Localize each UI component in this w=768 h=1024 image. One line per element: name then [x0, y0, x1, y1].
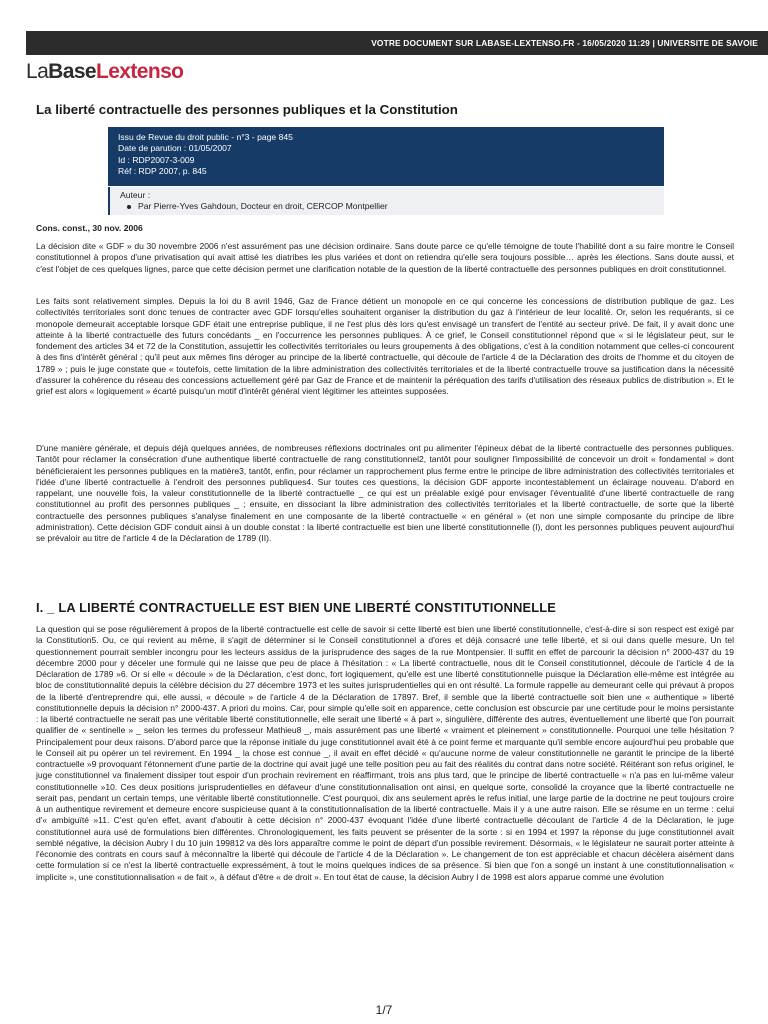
banner-text: VOTRE DOCUMENT SUR LABASE-LEXTENSO.FR - 16/05/2020 11:29 | UNIVERSITE DE SAVOIE	[371, 38, 758, 48]
article-title: La liberté contractuelle des personnes publiques et la Constitution	[36, 102, 458, 117]
paragraph-1: La décision dite « GDF » du 30 novembre 2006 n'est assurément pas une décision ordinaire. Sans doute parce ce qu'elle témoigne de toute l'habilité dont a su faire montre le Conseil constitutionnel à propos d'une privatisation qui avait attisé les diatribes les plus variées et dont on retiendra qu'elle sera toujours possible… après les élections. Sans doute aussi, et c'est l'objet de ces quelques lignes, parce que cette décision permet une clarification notable de la question de la liberté contractuelle des personnes publiques en droit constitutionnel.	[36, 241, 734, 274]
metadata-box	[108, 127, 664, 186]
paragraph-4: La question qui se pose régulièrement à propos de la liberté contractuelle est celle de savoir si cette liberté est bien une liberté constitutionnelle, c'est-à-dire si son respect est exigé par la Constitution5. Ou, ce qui revient au même, il s'agit de déterminer si le Conseil constitutionnel a d'ores et déjà consacré une telle liberté, et si oui dans quelle mesure. Un tel questionnement pourrait sembler incongru pour les lecteurs assidus de la jurisprudence des sages de la rue Montpensier. Il suffit en effet de parcourir la décision n° 2000-437 du 19 décembre 2000 pour y déceler une formule qui ne laisse que peu de place à l'hésitation : « La liberté contractuelle, nous dit le Conseil constitutionnel, découle de l'article 4 de la Déclaration de 1789 »6. Or si elle « découle » de la Déclaration, c'est donc, fort logiquement, qu'elle est une liberté constitutionnelle puisque la Déclaration elle-même est intégrée au bloc de constitutionnalité depuis la célèbre décision du 27 décembre 1973 et les suites jurisprudentielles qui en ont résulté. La formule rappelle au demeurant celle qui prévaut à propos de la liberté d'entreprendre qui, elle aussi, « découle » de l'article 4 de la Déclaration de 17897. Bref, il semble que la liberté contractuelle soit bien une « authentique » liberté constitutionnelle depuis la décision n° 2000-437. A priori du moins. Car, pour simple qu'elle soit en apparence, cette conclusion est obscurcie par une certitude pour le moins persistante : la liberté contractuelle ne serait pas une véritable liberté constitutionnelle, elle serait une liberté « à part », singulière, différente des autres, éventuellement une liberté que l'on pourrait qualifier de « sentinelle » _ selon les termes du professeur Mathieu8 _, mais assurément pas une liberté « vraiment et pleinement » constitutionnelle. Pourquoi une telle hésitation ? Principalement pour deux raisons. D'abord parce que la réponse initiale du juge constitutionnel avait été à ce point ferme et marquante qu'il semble encore aujourd'hui peu probable que le Conseil ait pu opérer un tel revirement. En 1994 _ la chose est connue _, il avait en effet décidé « qu'aucune norme de valeur constitutionnelle ne garantit le principe de la liberté contractuelle »9 provoquant l'étonnement d'une partie de la doctrine qui avait jugé une telle position peu au fait des réalités du contrat dans notre société. Réitérant son refus originel, le juge constitutionnel va finalement dissiper tout espoir d'un prochain revirement en réaffirmant, trois ans plus tard, que le principe de liberté contractuelle « n'a pas en lui-même valeur constitutionnelle »10. Ces deux positions jurisprudentielles en défaveur d'une constitutionnalisation ont ainsi, en quelque sorte, consolidé la croyance que la liberté contractuelle ne serait pas, pendant un certain temps, une véritable liberté constitutionnelle. C'est pourquoi, dix ans seulement après le refus initial, une large partie de la doctrine ne peut toujours croire à un authentique revirement et demeure encore suspicieuse quant à la constitutionnalisation de la liberté contractuelle. Mais il y a une autre raison. Elle se résume en un terme : celui d'« ambiguïté »11. C'est qu'en effet, avant d'aboutir à cette décision n° 2000-437 évoquant l'idée d'une liberté contractuelle découlant de l'article 4 de la Déclaration, le juge constitutionnel aura usé de formulations bien différentes. Chronologiquement, les faits peuvent se présenter de la sorte : si en 1994 et 1997 la réponse du juge constitutionnel avait semblé négative, la décision Aubry I du 10 juin 199812 va dès lors apparaître comme le point de départ d'un possible revirement. Désormais, « le législateur ne saurait porter atteinte à l'économie des contrats en cours sauf à méconnaître la liberté qui découle de l'article 4 de la Déclaration ». Le changement de ton est appréciable et chacun décèlera aisément dans cette formulation si ce n'est la liberté contractuelle expressément, à tout le moins quelques indices de sa présence. Si bien que l'on a songé un instant à une constitutionnalisation « implicite », une constitutionnalisation « de fait », à défaut d'être « de droit ». En tout état de cause, la décision Aubry I de 1998 est alors apparue comme une évolution	[36, 624, 734, 882]
top-banner	[26, 31, 768, 55]
logo-base: Base	[48, 60, 96, 83]
labase-lextenso-logo[interactable]	[26, 60, 183, 84]
meta-id: Id : RDP2007-3-009	[118, 154, 195, 165]
logo-lextenso: Lextenso	[95, 60, 184, 83]
meta-issue: Issu de Revue du droit public - n°3 - page 845	[118, 132, 293, 142]
paragraph-3: D'une manière générale, et depuis déjà quelques années, de nombreuses réflexions doctrinales ont pu alimenter l'épineux débat de la liberté contractuelle des personnes publiques. Tantôt pour réclamer la consécration d'une authentique liberté contractuelle de rang constitutionnel2, tantôt pour souligner l'impossibilité de concevoir un droit « fondamental » dont bénéficieraient les personnes publiques en la matière3, tantôt, enfin, pour réclamer un rapprochement plus ferme entre le principe de libre administration des collectivités territoriales et l'idée d'une liberté contractuelle à l'endroit des personnes publiques4. Sur toutes ces questions, la décision GDF apporte incontestablement un éclairage nouveau. D'abord en rappelant, une nouvelle fois, la valeur constitutionnelle de la liberté contractuelle _ ce qui est un préalable exigé pour envisager l'éventualité d'une liberté contractuelle de rang constitutionnel au profit des personnes publiques _ ; ensuite, en dissociant la libre administration des collectivités territoriales et la liberté contractuelle, de sorte que la liberté contractuelle des personnes publiques s'analyse finalement en une composante de la liberté contractuelle « en général » (et non une simple composante du principe de libre administration). Cette décision GDF conduit ainsi à un double constat : la liberté contractuelle est bien une liberté constitutionnelle (I), dont les personnes publiques peuvent aujourd'hui se prévaloir au titre de l'article 4 de la Déclaration de 1789 (II).	[36, 443, 734, 543]
decision-reference: Cons. const., 30 nov. 2006	[36, 223, 143, 233]
page-number: 1/7	[375, 1003, 393, 1017]
paragraph-2: Les faits sont relativement simples. Depuis la loi du 8 avril 1946, Gaz de France détient un monopole en ce qui concerne les concessions de distribution publique de gaz. Les collectivités territoriales sont donc tenues de contracter avec GDF lorsqu'elles souhaitent organiser la distribution du gaz à l'intérieur de leur localité. Or, selon les requérants, si ce monopole demeurait acceptable lorsque GDF était une entreprise publique, il ne l'est plus dès lors qu'est envisagé un transfert de l'entité au secteur privé. De fait, il y avait donc une atteinte à la liberté contractuelle des futurs concédants _ en l'occurrence les personnes publiques. À ce grief, le Conseil constitutionnel répond que « si le législateur peut, sur le fondement des articles 34 et 72 de la Constitution, assujettir les collectivités territoriales ou leurs groupements à des obligations, c'est à la condition notamment que celles-ci concourent à des fins d'intérêt général ; qu'il peut aux mêmes fins déroger au principe de la liberté contractuelle, qui découle de l'article 4 de la Déclaration des droits de l'homme et du citoyen de 1789 » ; puis le juge constate que « toutefois, cette limitation de la libre administration des collectivités territoriales et de la liberté contractuelle trouve sa justification dans la nécessité d'assurer la cohérence du réseau des concessions actuellement géré par Gaz de France et de maintenir la péréquation des tarifs d'utilisation des réseaux publics de distribution ». Et le grief est alors « logiquement » écarté puisqu'un motif d'intérêt général vient légitimer les atteintes supposées.	[36, 296, 734, 396]
logo-la: La	[26, 60, 49, 83]
author-box	[108, 187, 664, 215]
meta-ref: Réf : RDP 2007, p. 845	[118, 166, 207, 177]
meta-date: Date de parution : 01/05/2007	[118, 143, 232, 154]
section-heading: I. _ LA LIBERTÉ CONTRACTUELLE EST BIEN UNE LIBERTÉ CONSTITUTIONNELLE	[36, 600, 557, 615]
author-name: Par Pierre-Yves Gahdoun, Docteur en droit, CERCOP Montpellier	[120, 201, 654, 212]
author-label: Auteur :	[120, 190, 151, 200]
